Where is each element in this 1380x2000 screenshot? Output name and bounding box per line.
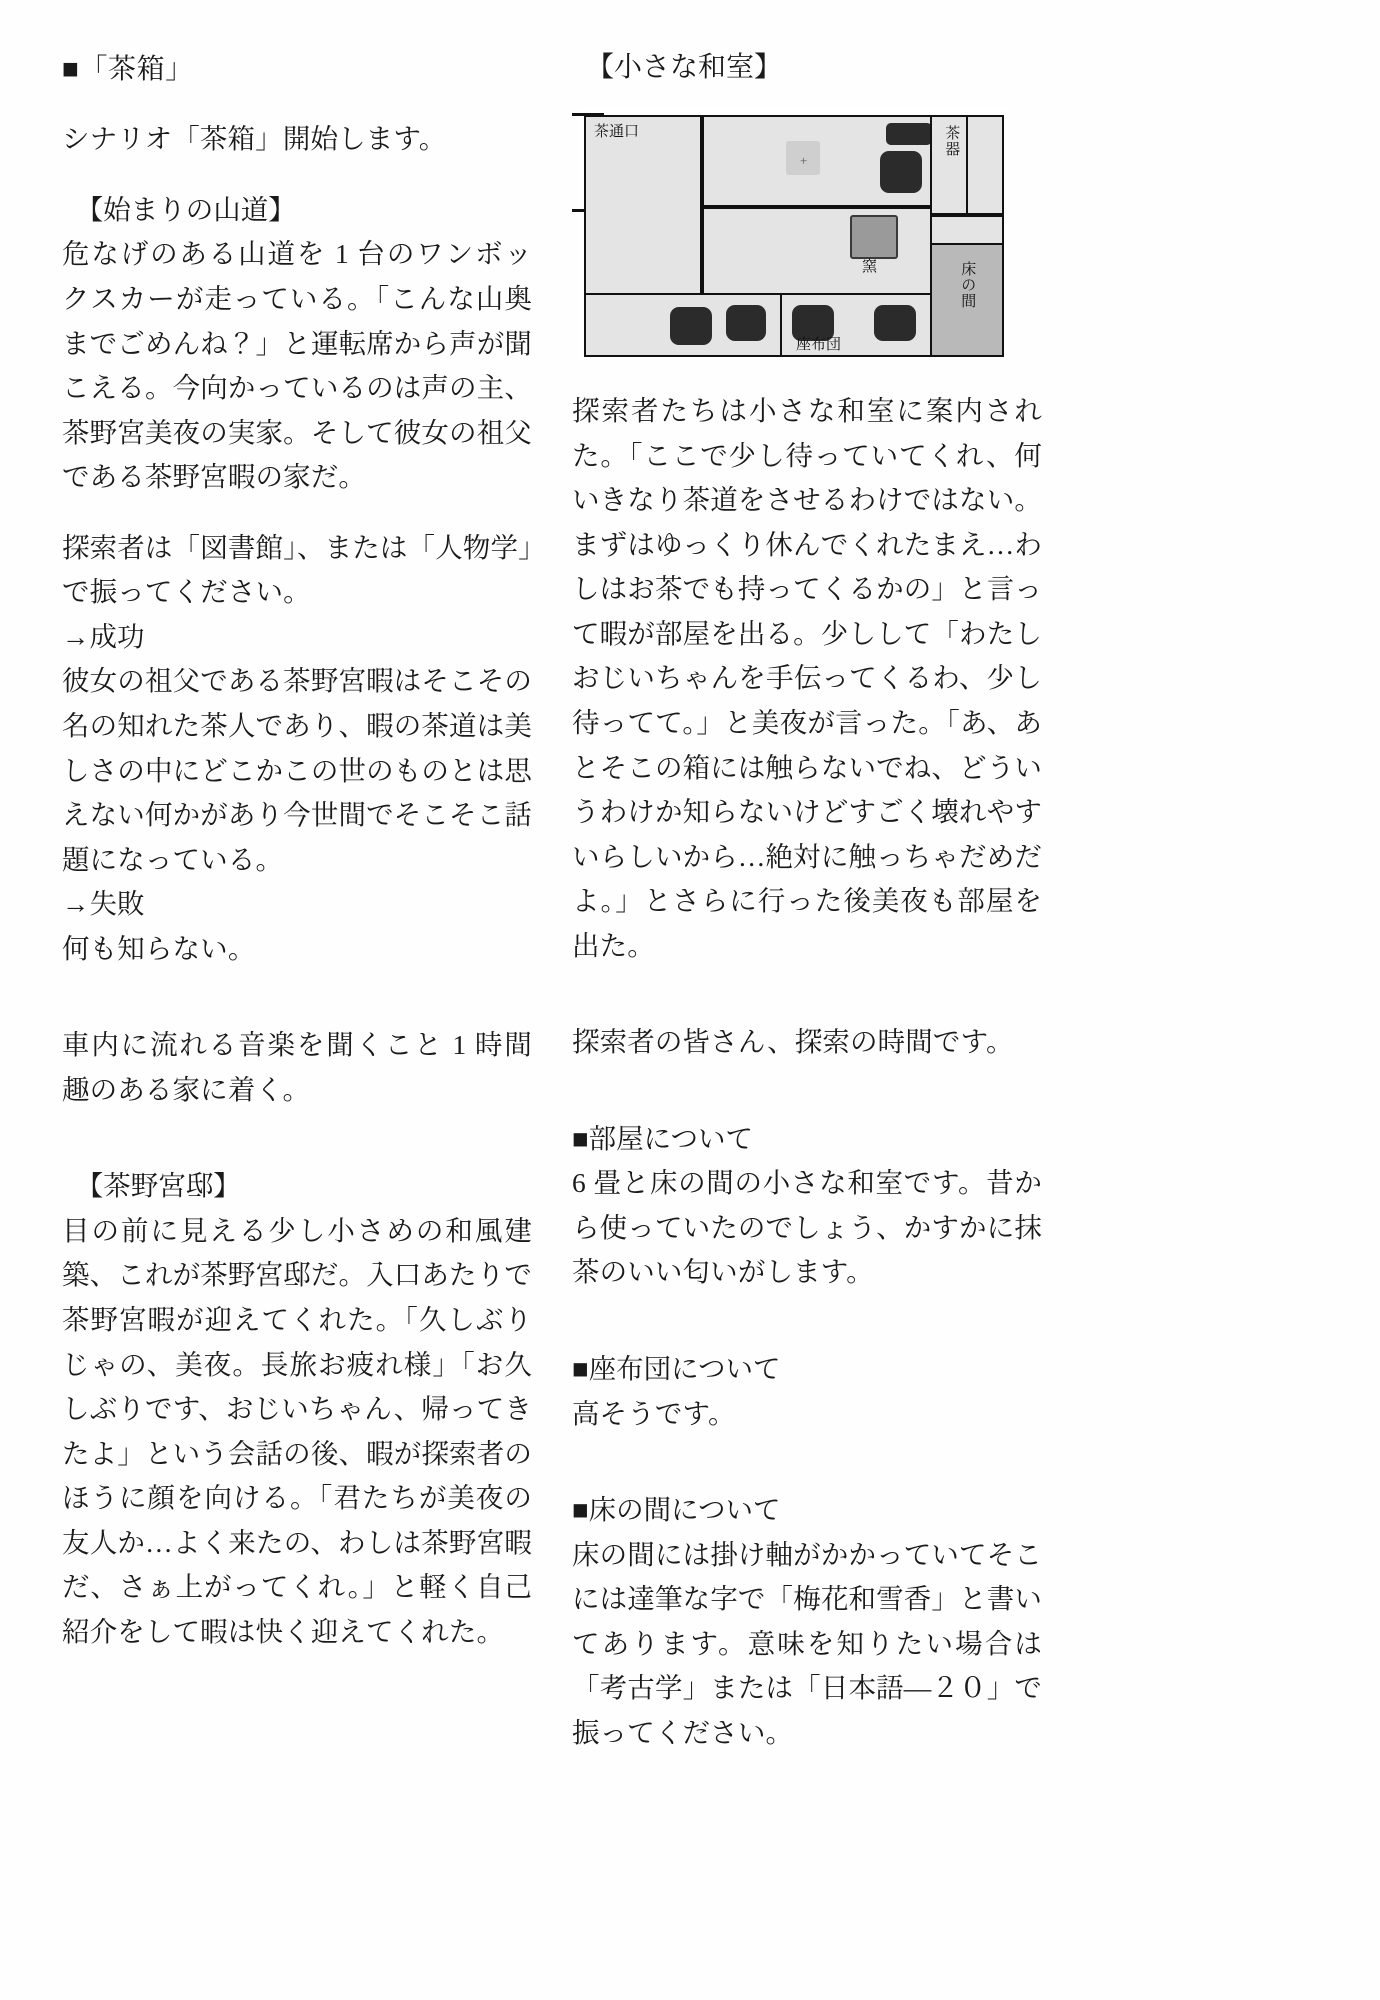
section-title-room: ■部屋について — [572, 1122, 754, 1154]
room-tea-utensils — [930, 115, 968, 215]
failure-label: →失敗 — [62, 888, 145, 920]
spacer — [572, 1091, 1042, 1117]
room-lower-middle — [702, 207, 932, 295]
label-alcove: 床の間 — [959, 261, 976, 310]
left-column — [62, 48, 532, 1680]
right-column — [572, 48, 1042, 1781]
section-body-cushion: 高そうです。 — [572, 1397, 736, 1429]
cushion-4 — [874, 305, 916, 341]
spacer — [572, 994, 1042, 1020]
scene-description: 探索者たちは小さな和室に案内された。「ここで少し待っていてくれ、何いきなり茶道をさせるわけではない。まずはゆっくり休んでくれたまえ…わしはお茶でも持ってくるかの」と言って暇が部屋を出る。少しして「わたしおじいちゃんを手伝ってくるわ、少し待ってて。」と美夜が言った。「あ、あとそこの箱には触らないでね、どういうわけか知らないけどすごく壊れやすいらしいから…絶対に触っちゃだめだよ。」とさらに行った後美夜も部屋を出た。 — [572, 395, 1042, 961]
section-title-alcove: ■床の間について — [572, 1494, 781, 1526]
section-title-mountain-road: 【始まりの山道】 — [75, 193, 296, 225]
section-body-mountain-road: 危なげのある山道を 1 台のワンボックスカーが走っている。「こんな山奥までごめんね？」と運転席から声が聞こえる。今向かっているのは声の主、茶野宮美夜の実家。そして彼女の祖父である茶野宮暇の家だ。 — [62, 238, 532, 493]
cushion-3 — [792, 305, 834, 341]
kiln-shape — [850, 215, 898, 259]
roll-instruction: 探索者は「図書館」、または「人物学」で振ってください。 — [62, 531, 532, 608]
map-title: 【小さな和室】 — [586, 52, 783, 83]
plus-marker: + — [800, 153, 808, 169]
spacer — [572, 1321, 1042, 1347]
label-tea-entrance: 茶通口 — [594, 124, 640, 141]
room-main-tatami — [584, 293, 782, 357]
room-right-upper — [966, 115, 1004, 215]
floor-plan-diagram — [578, 109, 1008, 359]
failure-text: 何も知らない。 — [62, 932, 256, 964]
success-label: →成功 — [62, 620, 145, 652]
label-kiln: 窯 — [862, 259, 878, 276]
section-body-alcove: 床の間には掛け軸がかかっていてそこには達筆な字で「梅花和雪香」と書いてあります。意味を知りたい場合は「考古学」または「日本語—２０」で振ってください。 — [572, 1538, 1042, 1748]
floor-plan-outline — [584, 115, 1002, 353]
room-alcove — [930, 243, 1004, 357]
room-upper-middle — [702, 115, 932, 207]
black-box-cluster — [880, 151, 922, 193]
section-body-residence: 目の前に見える少し小さめの和風建築、これが茶野宮邸だ。入口あたりで茶野宮暇が迎えてくれた。「久しぶりじゃの、美夜。長旅お疲れ様」「お久しぶりです、おじいちゃん、帰ってきたよ」という会話の後、暇が探索者のほうに顔を向ける。「君たちが美夜の友人か…よく来たの、わしは茶野宮暇だ、さぁ上がってくれ。」と軽く自己紹介をして暇は快く迎えてくれた。 — [62, 1214, 532, 1647]
spacer — [62, 997, 532, 1023]
section-title-residence: 【茶野宮邸】 — [75, 1170, 241, 1202]
cushion-1 — [670, 307, 712, 345]
section-title-cushion: ■座布団について — [572, 1353, 781, 1385]
spacer — [572, 1462, 1042, 1488]
exploration-prompt: 探索者の皆さん、探索の時間です。 — [572, 1026, 1014, 1058]
black-box-top — [886, 123, 932, 145]
room-cushion-area — [780, 293, 932, 357]
success-text: 彼女の祖父である茶野宮暇はそこその名の知れた茶人であり、暇の茶道は美しさの中にどこかこの世のものとは思えない何かがあり今世間でそこそこ話題になっている。 — [62, 665, 532, 875]
intro-paragraph: シナリオ「茶箱」開始します。 — [62, 123, 447, 155]
spacer — [62, 1138, 532, 1164]
page-title: ■「茶箱」 — [62, 54, 194, 85]
label-tea-utensils: 茶器 — [943, 125, 960, 158]
label-cushion: 座布団 — [796, 337, 842, 354]
cushion-2 — [726, 305, 766, 341]
room-tea-entrance — [584, 115, 702, 295]
travel-text: 車内に流れる音楽を聞くこと 1 時間趣のある家に着く。 — [62, 1029, 532, 1105]
section-body-room: 6 畳と床の間の小さな和室です。昔から使っていたのでしょう、かすかに抹茶のいい匂いがします。 — [572, 1167, 1042, 1288]
